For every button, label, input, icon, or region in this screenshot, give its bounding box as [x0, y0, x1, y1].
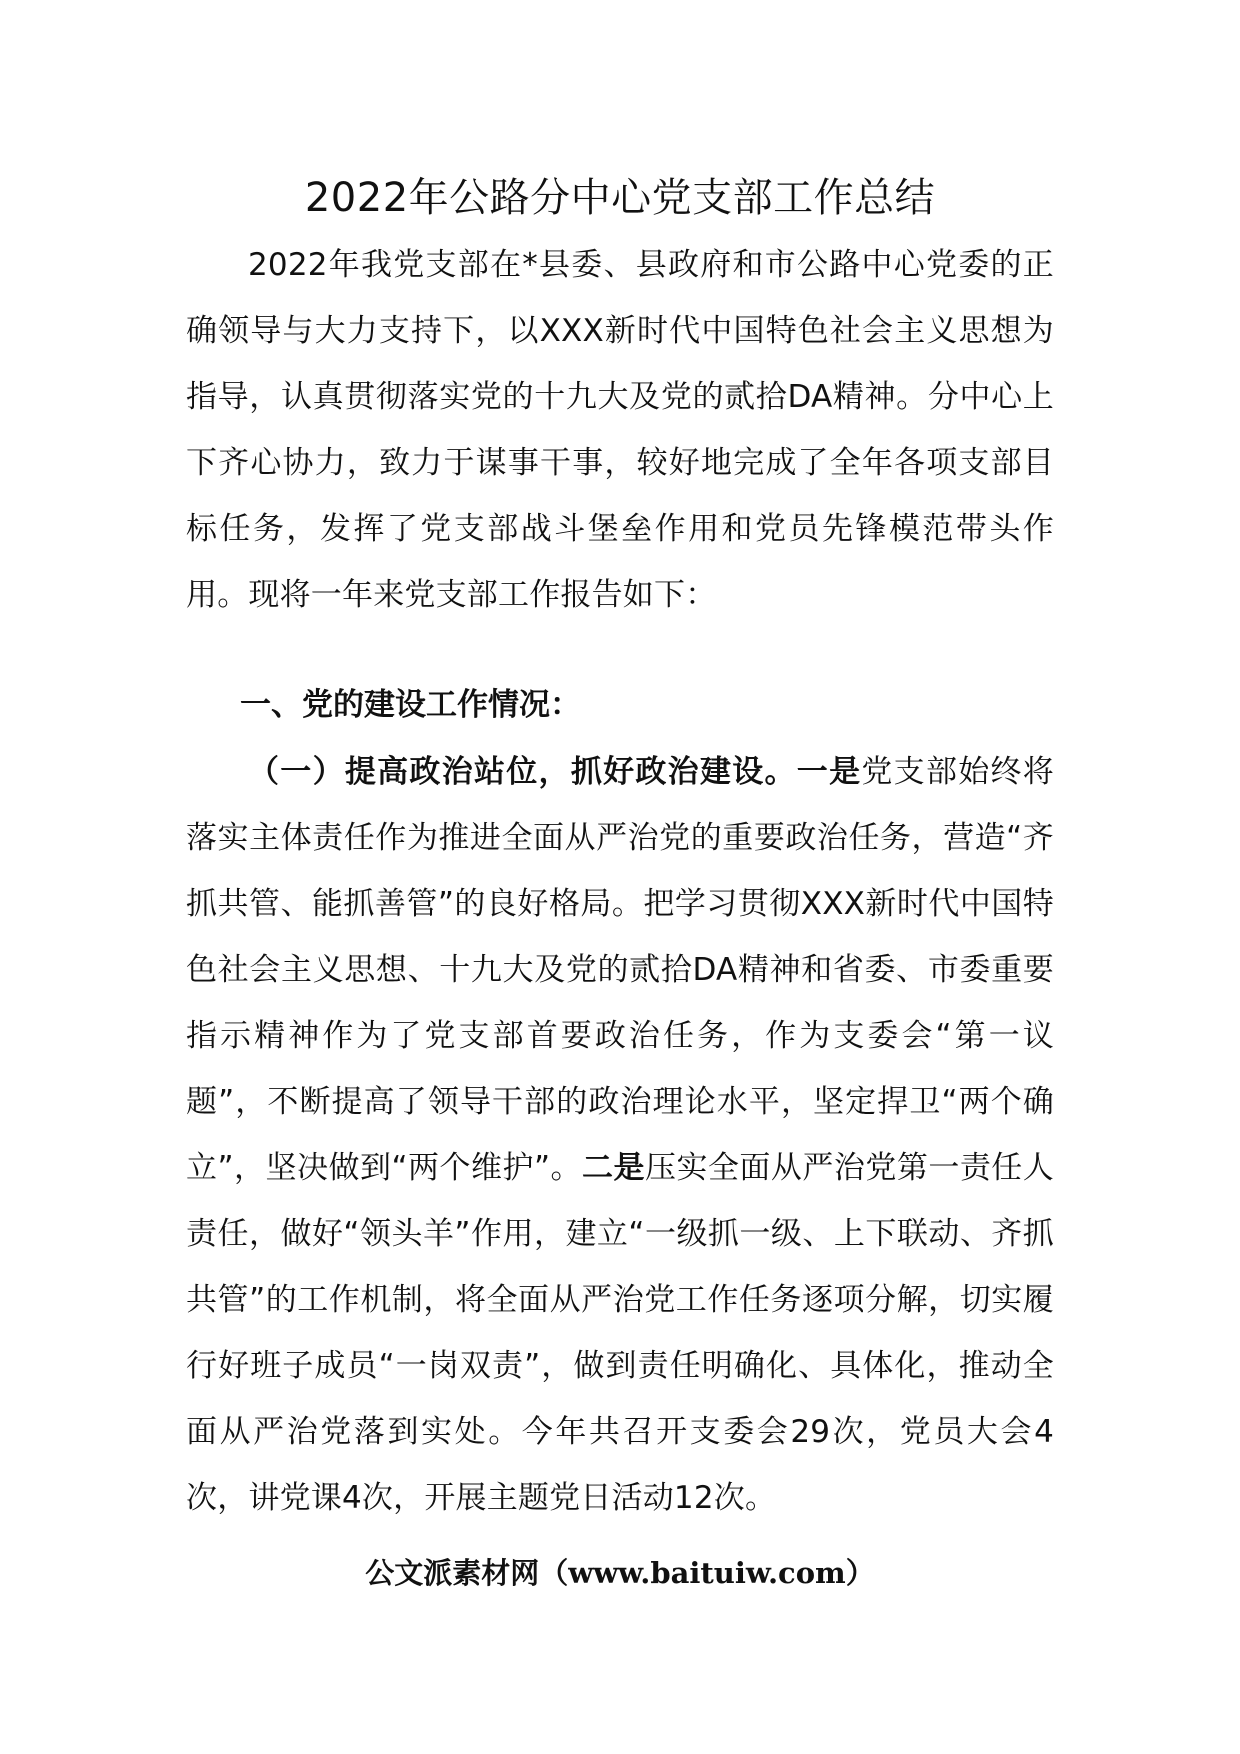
paragraph-intro: 2022年我党支部在*县委、县政府和市公路中心党委的正确领导与大力支持下，以XXX新时代中国特色社会主义思想为指导，认真贯彻落实党的十九大及党的贰拾DA精神。分中心上下齐心协力，致力于谋事干事，较好地完成了全年各项支部目标任务，发挥了党支部战斗堡垒作用和党员先锋模范带头作用。现将一年来党支部工作报告如下： [186, 247, 1054, 613]
point-two-label: 二是 [581, 1150, 645, 1186]
footer-source: 公文派素材网（www.baituiw.com） [365, 1556, 875, 1590]
paragraph-section-1-1 [186, 739, 1054, 1531]
document-title: 2022年公路分中心党支部工作总结 [304, 175, 936, 221]
section-heading-1: 一、党的建设工作情况： [240, 687, 581, 723]
paragraph-text-a: 党支部始终将落实主体责任作为推进全面从严治党的重要政治任务，营造“齐抓共管、能抓善管”的良好格局。把学习贯彻XXX新时代中国特色社会主义思想、十九大及党的贰拾DA精神和省委、市委重要指示精神作为了党支部首要政治任务，作为支委会“第一议题”，不断提高了领导干部的政治理论水平，坚定捍卫“两个确立”，坚决做到“两个维护”。 [186, 754, 1054, 1186]
paragraph-text-b: 压实全面从严治党第一责任人责任，做好“领头羊”作用，建立“一级抓一级、上下联动、齐抓共管”的工作机制，将全面从严治党工作任务逐项分解，切实履行好班子成员“一岗双责”，做到责任明确化、具体化，推动全面从严治党落到实处。今年共召开支委会29次，党员大会4次，讲党课4次，开展主题党日活动12次。 [186, 1150, 1054, 1516]
subheading-lead: （一）提高政治站位，抓好政治建设。一是 [248, 754, 862, 790]
